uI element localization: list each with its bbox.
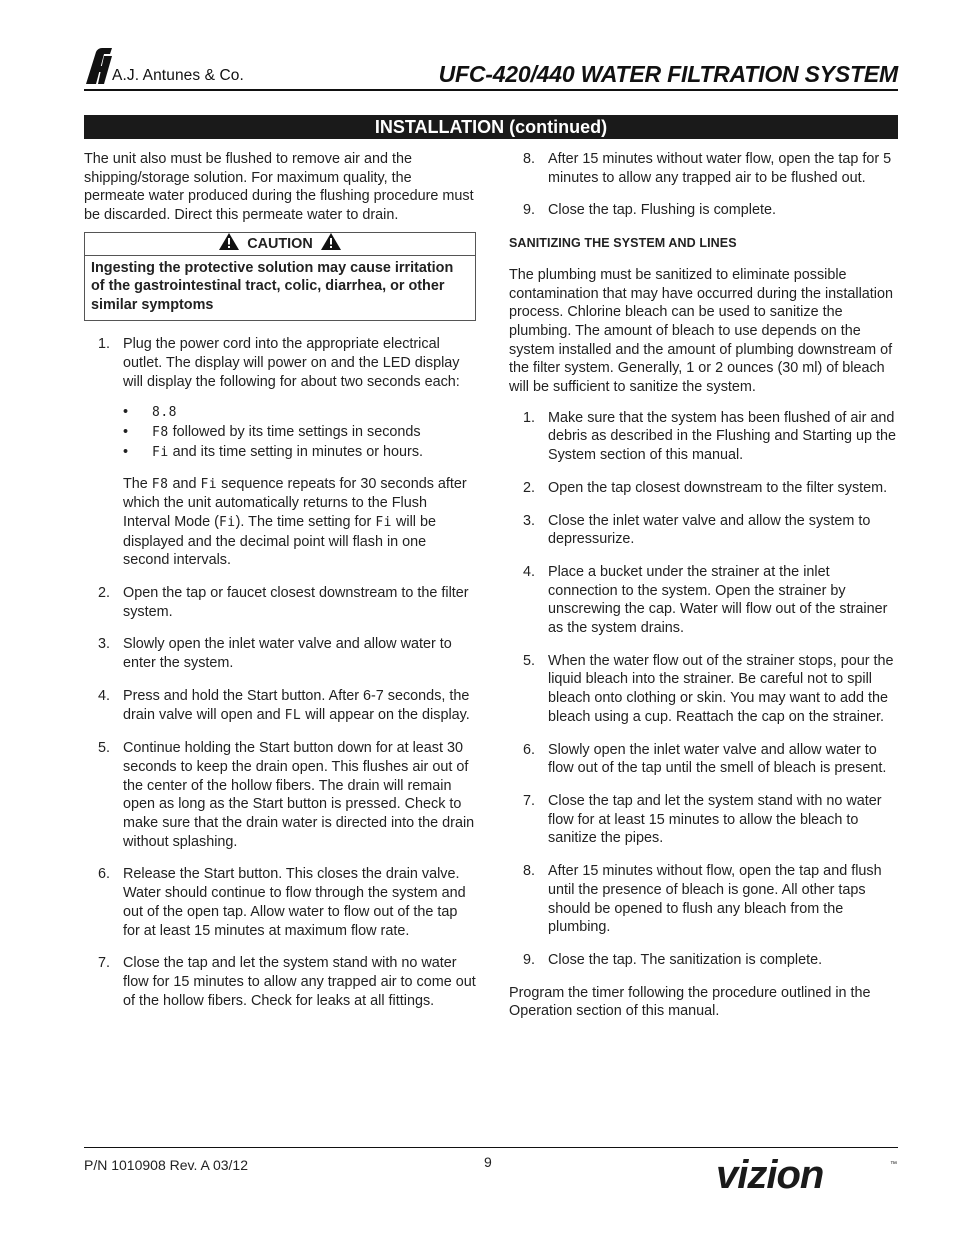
display-code: Fi — [218, 514, 236, 530]
step-number: 2. — [523, 479, 536, 496]
step-number: 9. — [523, 951, 536, 968]
company-name: A.J. Antunes & Co. — [112, 67, 244, 84]
note-text: will be displayed and the decimal point will flash in one second intervals. — [123, 513, 436, 569]
flush-steps-list — [84, 335, 476, 1010]
step-number: 3. — [523, 512, 536, 529]
header-divider — [84, 89, 898, 91]
note-text: The — [123, 475, 152, 492]
display-code: F8 — [151, 476, 169, 492]
step-text: Open the tap or faucet closest downstream to the filter system. — [123, 585, 469, 620]
section-title: INSTALLATION (continued) — [84, 115, 898, 139]
step-text: Close the tap and let the system stand with no water flow for at least 15 minutes to allow the bleach to sanitize the pipes. — [548, 792, 882, 847]
step-text: Plug the power cord into the appropriate electrical outlet. The display will power on and the LED display will display the following for about two seconds each: — [123, 336, 460, 390]
step-text: When the water flow out of the strainer stops, pour the liquid bleach into the strainer. Be careful not to spill bleach onto clothing or skin. You may want to add the bleach using a cup. Reattach the cap on the strainer. — [548, 652, 894, 725]
step-number: 8. — [523, 151, 536, 167]
list-item — [84, 635, 476, 672]
document-title: UFC-420/440 WATER FILTRATION SYSTEM — [438, 61, 898, 87]
right-column — [509, 150, 901, 1021]
warning-icon — [219, 233, 239, 258]
page-number: 9 — [484, 1154, 492, 1170]
sequence-note — [123, 475, 476, 571]
list-item — [84, 954, 476, 1010]
display-sequence-list — [123, 403, 476, 462]
step-number: 3. — [98, 636, 111, 653]
step-text: Close the tap. The sanitization is complete. — [548, 951, 823, 968]
list-item — [509, 652, 901, 727]
step-number: 5. — [523, 652, 536, 669]
step-text: Make sure that the system has been flushed of air and debris as described in the Flushing and Starting up the System section of this manual. — [548, 409, 896, 464]
flush-intro: The unit also must be flushed to remove air and the shipping/storage solution. For maximum quality, the permeate water produced during the flushing procedure must be discarded. Direct this permeate water to drain. — [84, 151, 474, 224]
step-number: 8. — [523, 863, 536, 880]
bullet-text: followed by its time settings in seconds — [168, 424, 421, 441]
list-item — [84, 687, 476, 725]
step-text: Continue holding the Start button down for at least 30 seconds to keep the drain open. This flushes air out of the center of the hollow fibers. The drain will remain open as long as the Start button is pressed. Check to make sure that the drain water is directed into the drain without splashing. — [123, 740, 475, 850]
closing-note: Program the timer following the procedure outlined in the Operation section of this manual. — [509, 984, 871, 1020]
list-item — [509, 563, 901, 638]
list-item — [84, 584, 476, 621]
list-item — [509, 862, 901, 937]
display-code: Fi — [375, 514, 392, 530]
warning-icon — [321, 233, 341, 258]
caution-label: CAUTION — [247, 235, 313, 252]
trademark-mark: ™ — [890, 1161, 897, 1168]
display-code: F8 — [152, 425, 169, 441]
step-number: 6. — [523, 741, 536, 758]
sanitize-steps-list — [509, 409, 901, 970]
step-number: 4. — [98, 687, 111, 704]
step-text: Press and hold the Start button. After 6-7 seconds, the drain valve will open and — [123, 687, 470, 723]
list-item — [84, 865, 476, 940]
step-text: After 15 minutes without flow, open the tap and flush until the presence of bleach is gone. All other taps should be opened to flush any bleach from the plumbing. — [548, 863, 882, 936]
aj-monogram-icon — [84, 46, 114, 86]
caution-text: Ingesting the protective solution may cause irritation of the gastrointestinal tract, colic, diarrhea, or other similar symptoms — [91, 259, 454, 313]
sanitize-heading: SANITIZING THE SYSTEM AND LINES — [509, 236, 737, 251]
footer-divider — [84, 1147, 898, 1148]
step-number: 6. — [98, 866, 111, 883]
step-text: Close the tap and let the system stand with no water flow for 15 minutes to allow any trapped air to come out of the hollow fibers. Check for leaks at all fittings. — [123, 955, 476, 1009]
step-number: 4. — [523, 563, 536, 580]
left-column — [84, 150, 476, 1024]
list-item — [509, 741, 901, 778]
step-text: Place a bucket under the strainer at the inlet connection to the system. Open the strainer by unscrewing the cap. Water will flow out of the strainer as the system drains. — [548, 563, 888, 637]
caution-box — [84, 232, 476, 322]
note-text: ). The time setting for — [235, 513, 376, 530]
list-item — [509, 201, 901, 220]
step-number: 5. — [98, 740, 111, 757]
step-number: 1. — [523, 409, 536, 426]
note-text: sequence repeats for 30 seconds after which the unit automatically returns to the Flush Interval Mode ( — [123, 475, 467, 530]
company-logo — [84, 46, 284, 90]
display-code: 8.8 — [152, 405, 177, 421]
list-item — [509, 479, 901, 498]
list-item: • F8 followed by its time settings in seconds — [123, 424, 421, 441]
display-code: FL — [284, 707, 302, 723]
flush-steps-continued — [509, 150, 901, 220]
caution-header — [85, 233, 475, 256]
display-code: Fi — [152, 444, 169, 460]
list-item — [84, 739, 476, 851]
step-number: 7. — [98, 955, 111, 972]
list-item — [509, 512, 901, 549]
vizion-logo — [714, 1152, 904, 1198]
sanitize-intro: The plumbing must be sanitized to eliminate possible contamination that may have occurred during the installation process. Chlorine bleach can be used to sanitize the plumbing. The amount of bleach to use depends on the system installed and the amount of plumbing downstream of the filter system. Generally, 1 or 2 ounces (30 ml) of bleach will be sufficient to sanitize the system. — [509, 266, 893, 396]
step-number: 2. — [98, 585, 111, 602]
bullet-text: and its time setting in minutes or hours. — [168, 443, 424, 460]
step-text: Close the inlet water valve and allow the system to depressurize. — [548, 512, 871, 548]
part-number: P/N 1010908 Rev. A 03/12 — [84, 1157, 248, 1173]
step-number: 9. — [523, 202, 536, 219]
note-text: and — [168, 475, 201, 492]
list-item — [509, 792, 901, 848]
step-number: 7. — [523, 792, 536, 809]
step-text: Open the tap closest downstream to the filter system. — [548, 479, 888, 496]
list-item — [84, 335, 476, 570]
list-item — [509, 409, 901, 465]
display-code: Fi — [200, 476, 218, 492]
step-text: Close the tap. Flushing is complete. — [548, 202, 776, 219]
step-text: Slowly open the inlet water valve and allow water to enter the system. — [123, 636, 452, 672]
list-item — [509, 150, 901, 187]
brand-name: vizion — [716, 1153, 824, 1197]
step-number: 1. — [98, 336, 111, 353]
step-text: will appear on the display. — [301, 706, 470, 723]
step-text: Release the Start button. This closes the drain valve. Water should continue to flow through the system and out of the open tap. Allow water to flow out of the tap for at least 15 minutes at maximum flow rate. — [123, 866, 466, 939]
list-item — [509, 951, 901, 970]
step-text: Slowly open the inlet water valve and allow water to flow out of the tap until the smell of bleach is present. — [548, 741, 887, 777]
list-item: • 8.8 — [123, 404, 177, 421]
step-text: After 15 minutes without water flow, open the tap for 5 minutes to allow any trapped air to be flushed out. — [548, 151, 892, 186]
list-item: • Fi and its time setting in minutes or hours. — [123, 443, 424, 460]
